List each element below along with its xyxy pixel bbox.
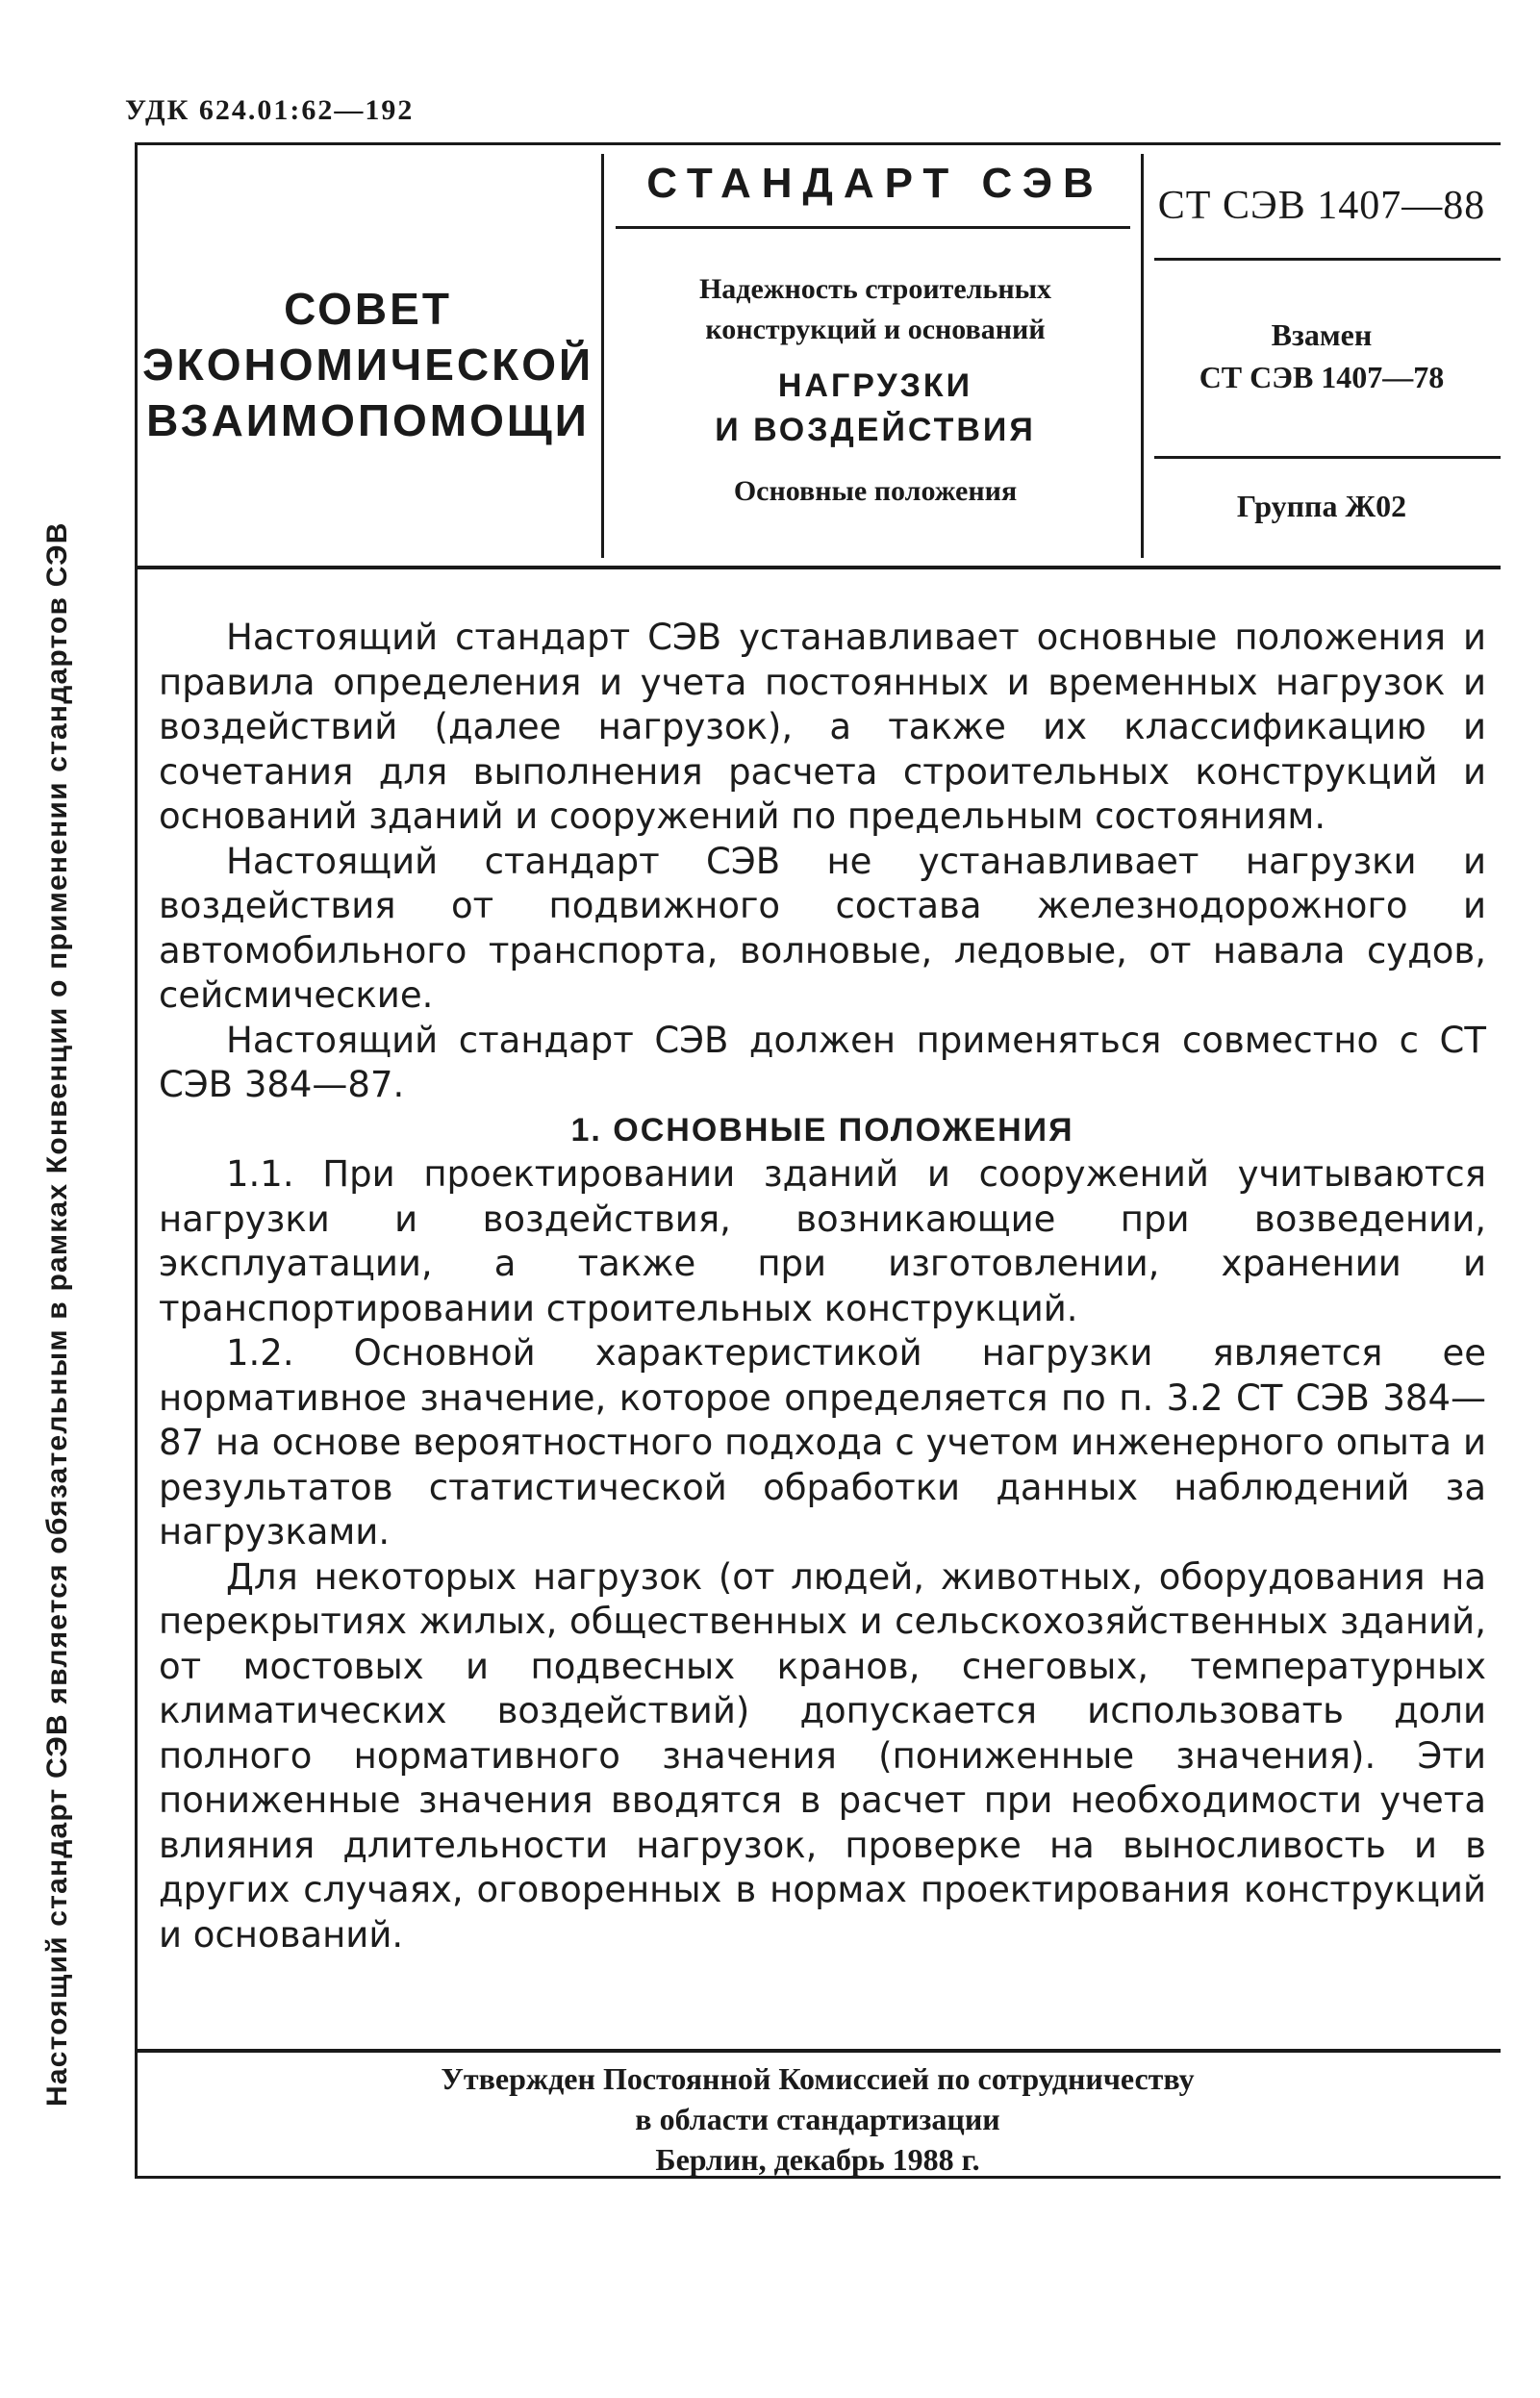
replaces-underline xyxy=(1154,456,1501,459)
standard-title xyxy=(606,364,1145,452)
header-top-rule xyxy=(135,142,1501,145)
section-paragraph: 1.1. При проектировании зданий и сооружений учитываются нагрузки и воздействия, возникающие при возведении, эксплуатации, а также при изготовлении, хранении и транспортировании строительных конструкций. xyxy=(159,1153,1486,1329)
footer-line-3: Берлин, декабрь 1988 г. xyxy=(655,2142,980,2177)
document-body xyxy=(159,616,1486,1957)
body-left-rule xyxy=(135,569,138,2176)
section-paragraph: Для некоторых нагрузок (от людей, животных, оборудования на перекрытиях жилых, общественных и сельскохозяйственных зданий, от мостовых и подвесных кранов, снеговых, температурных климатических воздействий) допускается использовать доли полного нормативного значения (пониженные значения). Эти пониженные значения вводятся в расчет при необходимости учета влияния длительности нагрузок, проверке на выносливость и в других случаях, оговоренных в нормах проектирования конструкций и оснований. xyxy=(159,1555,1486,1956)
vertical-sidebar-note: Настоящий стандарт СЭВ является обязательным в рамках Конвенции о применении стандартов СЭВ xyxy=(41,521,73,2107)
designation-underline xyxy=(1154,258,1501,261)
footer-line-2: в области стандартизации xyxy=(635,2102,1000,2136)
replaces-line-2: СТ СЭВ 1407—78 xyxy=(1199,360,1445,394)
council-line-2: ЭКОНОМИЧЕСКОЙ xyxy=(141,340,594,390)
section-heading: 1. ОСНОВНЫЕ ПОЛОЖЕНИЯ xyxy=(570,1111,1074,1149)
title-line-2: И ВОЗДЕЙСТВИЯ xyxy=(715,412,1036,448)
approval-footer xyxy=(135,2058,1501,2180)
council-name xyxy=(135,281,601,448)
council-line-3: ВЗАИМОПОМОЩИ xyxy=(146,395,590,445)
group-code: Группа Ж02 xyxy=(1236,489,1407,523)
intro-paragraph: Настоящий стандарт СЭВ устанавливает основные положения и правила определения и учета постоянных и временных нагрузок и воздействий (далее нагрузок), а также их классификацию и сочетания для выполнения расчета строительных конструкций и оснований зданий и сооружений по предельным состояниям. xyxy=(159,617,1486,837)
footer-line-1: Утвержден Постоянной Комиссией по сотрудничеству xyxy=(441,2061,1195,2096)
udk-code: УДК 624.01:62—192 xyxy=(125,94,415,126)
header-divider-1 xyxy=(601,154,604,558)
council-line-1: СОВЕТ xyxy=(284,284,452,334)
subtitle-line-1: Надежность строительных xyxy=(698,273,1052,305)
standard-basic: Основные положения xyxy=(733,475,1018,507)
subtitle-line-2: конструкций и оснований xyxy=(705,314,1046,345)
title-underline xyxy=(616,226,1130,229)
title-line-1: НАГРУЗКИ xyxy=(777,367,973,404)
replaces-note xyxy=(1143,314,1501,398)
footer-top-rule xyxy=(135,2049,1501,2053)
standard-subtitle xyxy=(606,269,1145,350)
replaces-line-1: Взамен xyxy=(1271,317,1373,352)
header-bottom-rule xyxy=(135,566,1501,569)
standard-designation: СТ СЭВ 1407—88 xyxy=(1157,184,1486,228)
intro-paragraph: Настоящий стандарт СЭВ не устанавливает нагрузки и воздействия от подвижного состава железнодорожного и автомобильного транспорта, волновые, ледовые, от навала судов, сейсмические. xyxy=(159,840,1486,1016)
standard-label: СТАНДАРТ СЭВ xyxy=(646,160,1104,207)
intro-paragraph: Настоящий стандарт СЭВ должен применяться совместно с СТ СЭВ 384—87. xyxy=(159,1019,1486,1105)
section-paragraph: 1.2. Основной характеристикой нагрузки является ее нормативное значение, которое определяется по п. 3.2 СТ СЭВ 384—87 на основе вероятностного подхода с учетом инженерного опыта и результатов статистической обработки данных наблюдений за нагрузками. xyxy=(159,1332,1486,1552)
